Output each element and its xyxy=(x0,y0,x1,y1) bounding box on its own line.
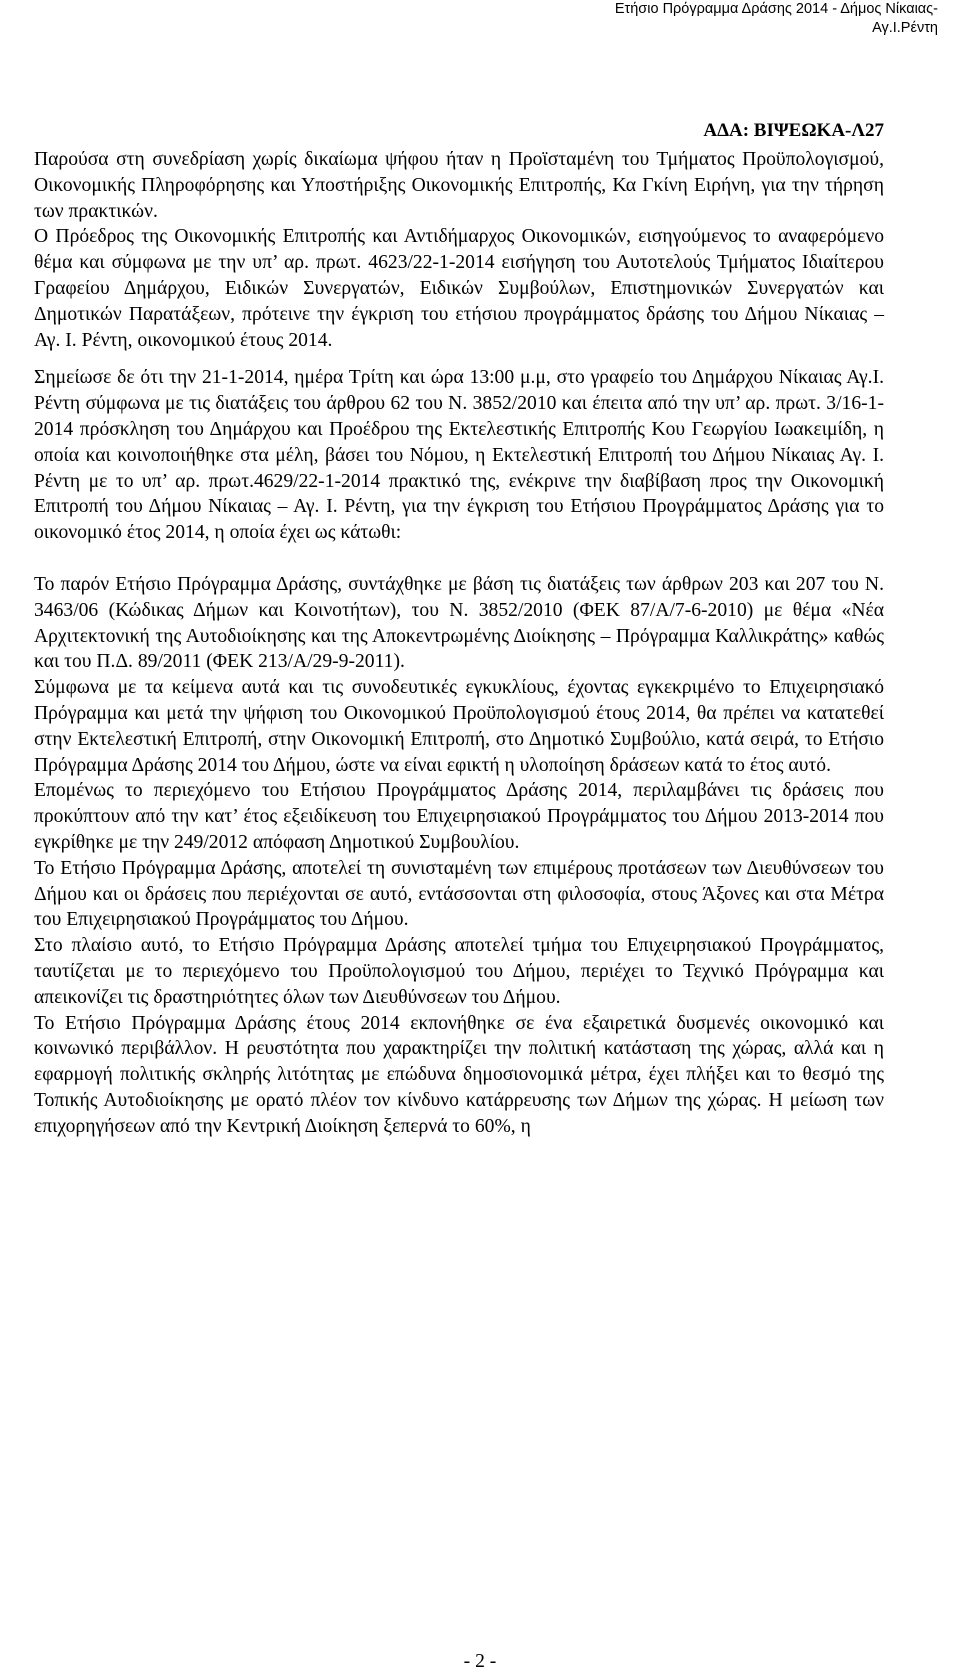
paragraph-resultant: Το Ετήσιο Πρόγραμμα Δράσης, αποτελεί τη συνισταμένη των επιμέρους προτάσεων των Διευθύνσεων του Δήμου και οι δράσεις που περιέχονται σε αυτό, εντάσσονται στη φιλοσοφία, στους Άξονες και στα Μέτρα του Επιχειρησιακού Προγράμματος του Δήμου. xyxy=(34,857,884,931)
paragraph-accordance: Σύμφωνα με τα κείμενα αυτά και τις συνοδευτικές εγκυκλίους, έχοντας εγκεκριμένο το Επιχειρησιακό Πρόγραμμα και μετά την ψήφιση του Οικονομικού Προϋπολογισμού έτους 2014, θα πρέπει να κατατεθεί στην Εκτελεστική Επιτροπή, στην Οικονομική Επιτροπή, στο Δημοτικό Συμβούλιο, κατά σειρά, το Ετήσιο Πρόγραμμα Δράσης 2014 του Δήμου, ώστε να είναι εφικτή η υλοποίηση δράσεων κατά το έτος αυτό. xyxy=(34,677,884,776)
page-number: - 2 - xyxy=(463,1651,497,1672)
document-body xyxy=(34,147,884,1139)
ada-code: ΑΔΑ: ΒΙΨΕΩΚΑ-Λ27 xyxy=(703,120,884,141)
paragraph-proposal: Ο Πρόεδρος της Οικονομικής Επιτροπής και Αντιδήμαρχος Οικονομικών, εισηγούμενος το αναφερόμενο θέμα και σύμφωνα με την υπ’ αρ. πρωτ. 4623/22-1-2014 εισήγηση του Αυτοτελούς Τμήματος Ιδιαίτερου Γραφείου Δημάρχου, Ειδικών Συνεργατών, Ειδικών Συμβούλων, Επιστημονικών Συνεργατών και Δημοτικών Παρατάξεων, πρότεινε την έγκριση του ετήσιου προγράμματος δράσης του Δήμου Νίκαιας – Αγ. Ι. Ρέντη, οικονομικού έτους 2014. xyxy=(34,226,884,351)
paragraph-legal-basis: Το παρόν Ετήσιο Πρόγραμμα Δράσης, συντάχθηκε με βάση τις διατάξεις των άρθρων 203 και 207 του Ν. 3463/06 (Κώδικας Δήμων και Κοινοτήτων), του Ν. 3852/2010 (ΦΕΚ 87/Α/7-6-2010) με θέμα «Νέα Αρχιτεκτονική της Αυτοδιοίκησης και της Αποκεντρωμένης Διοίκησης – Πρόγραμμα Καλλικράτης» καθώς και του Π.Δ. 89/2011 (ΦΕΚ 213/Α/29-9-2011). xyxy=(34,573,884,673)
header-title: Ετήσιο Πρόγραμμα Δράσης 2014 - Δήμος Νίκαιας- xyxy=(614,1,938,17)
page-header xyxy=(518,0,938,38)
header-subtitle: Αγ.Ι.Ρέντη xyxy=(872,20,938,36)
paragraph-executive-committee: Σημείωσε δε ότι την 21-1-2014, ημέρα Τρίτη και ώρα 13:00 μ.μ, στο γραφείο του Δημάρχου Νίκαιας Αγ.Ι. Ρέντη σύμφωνα με τις διατάξεις του άρθρου 62 του Ν. 3852/2010 και έπειτα από την υπ’ αρ. πρωτ. 3/16-1-2014 πρόσκληση του Δημάρχου και Προέδρου της Εκτελεστικής Επιτροπής Κου Γεωργίου Ιωακειμίδη, η οποία και κοινοποιήθηκε στα μέλη, βάσει του Νόμου, η Εκτελεστική Επιτροπή του Δήμου Νίκαιας Αγ. Ι. Ρέντη με το υπ’ αρ. πρωτ.4629/22-1-2014 πρακτικό της, ενέκρινε την διαβίβαση προς την Οικονομική Επιτροπή του Δήμου Νίκαιας – Αγ. Ι. Ρέντη, για την έγκριση του Ετήσιου Προγράμματος Δράσης για το οικονομικό έτος 2014, η οποία έχει ως κάτωθι: xyxy=(34,367,884,544)
paragraph-gap xyxy=(34,353,884,365)
paragraph-environment: Το Ετήσιο Πρόγραμμα Δράσης έτους 2014 εκπονήθηκε σε ένα εξαιρετικά δυσμενές οικονομικό και κοινωνικό περιβάλλον. Η ρευστότητα που χαρακτηρίζει την πολιτική κατάσταση της χώρας, αλλά και η εφαρμογή πολιτικής σκληρής λιτότητας με επώδυνα δημοσιονομικά μέτρα, έχει πλήξει και το θεσμό της Τοπικής Αυτοδιοίκησης με ορατό πλέον τον κίνδυνο κατάρρευσης των Δήμων της χώρας. Η μείωση των επιχορηγήσεων από την Κεντρική Διοίκηση ξεπερνά το 60%, η xyxy=(34,1012,884,1137)
paragraph-gap xyxy=(34,546,884,572)
paragraph-framework: Στο πλαίσιο αυτό, το Ετήσιο Πρόγραμμα Δράσης αποτελεί τμήμα του Επιχειρησιακού Προγράμματος, ταυτίζεται με το περιεχόμενο του Προϋπολογισμού του Δήμου, περιέχει το Τεχνικό Πρόγραμμα και απεικονίζει τις δραστηριότητες όλων των Διευθύνσεων του Δήμου. xyxy=(34,935,884,1008)
paragraph-contents: Επομένως το περιεχόμενο του Ετήσιου Προγράμματος Δράσης 2014, περιλαμβάνει τις δράσεις που προκύπτουν από την κατ’ έτος εξειδίκευση του Επιχειρησιακού Προγράμματος του Δήμου 2013-2014 που εγκρίθηκε με την 249/2012 απόφαση Δημοτικού Συμβουλίου. xyxy=(34,780,884,853)
paragraph-attendance: Παρούσα στη συνεδρίαση χωρίς δικαίωμα ψήφου ήταν η Προϊσταμένη του Τμήματος Προϋπολογισμού, Οικονομικής Πληροφόρησης και Υποστήριξης Οικονομικής Επιτροπής, Κα Γκίνη Ειρήνη, για την τήρηση των πρακτικών. xyxy=(34,149,884,222)
